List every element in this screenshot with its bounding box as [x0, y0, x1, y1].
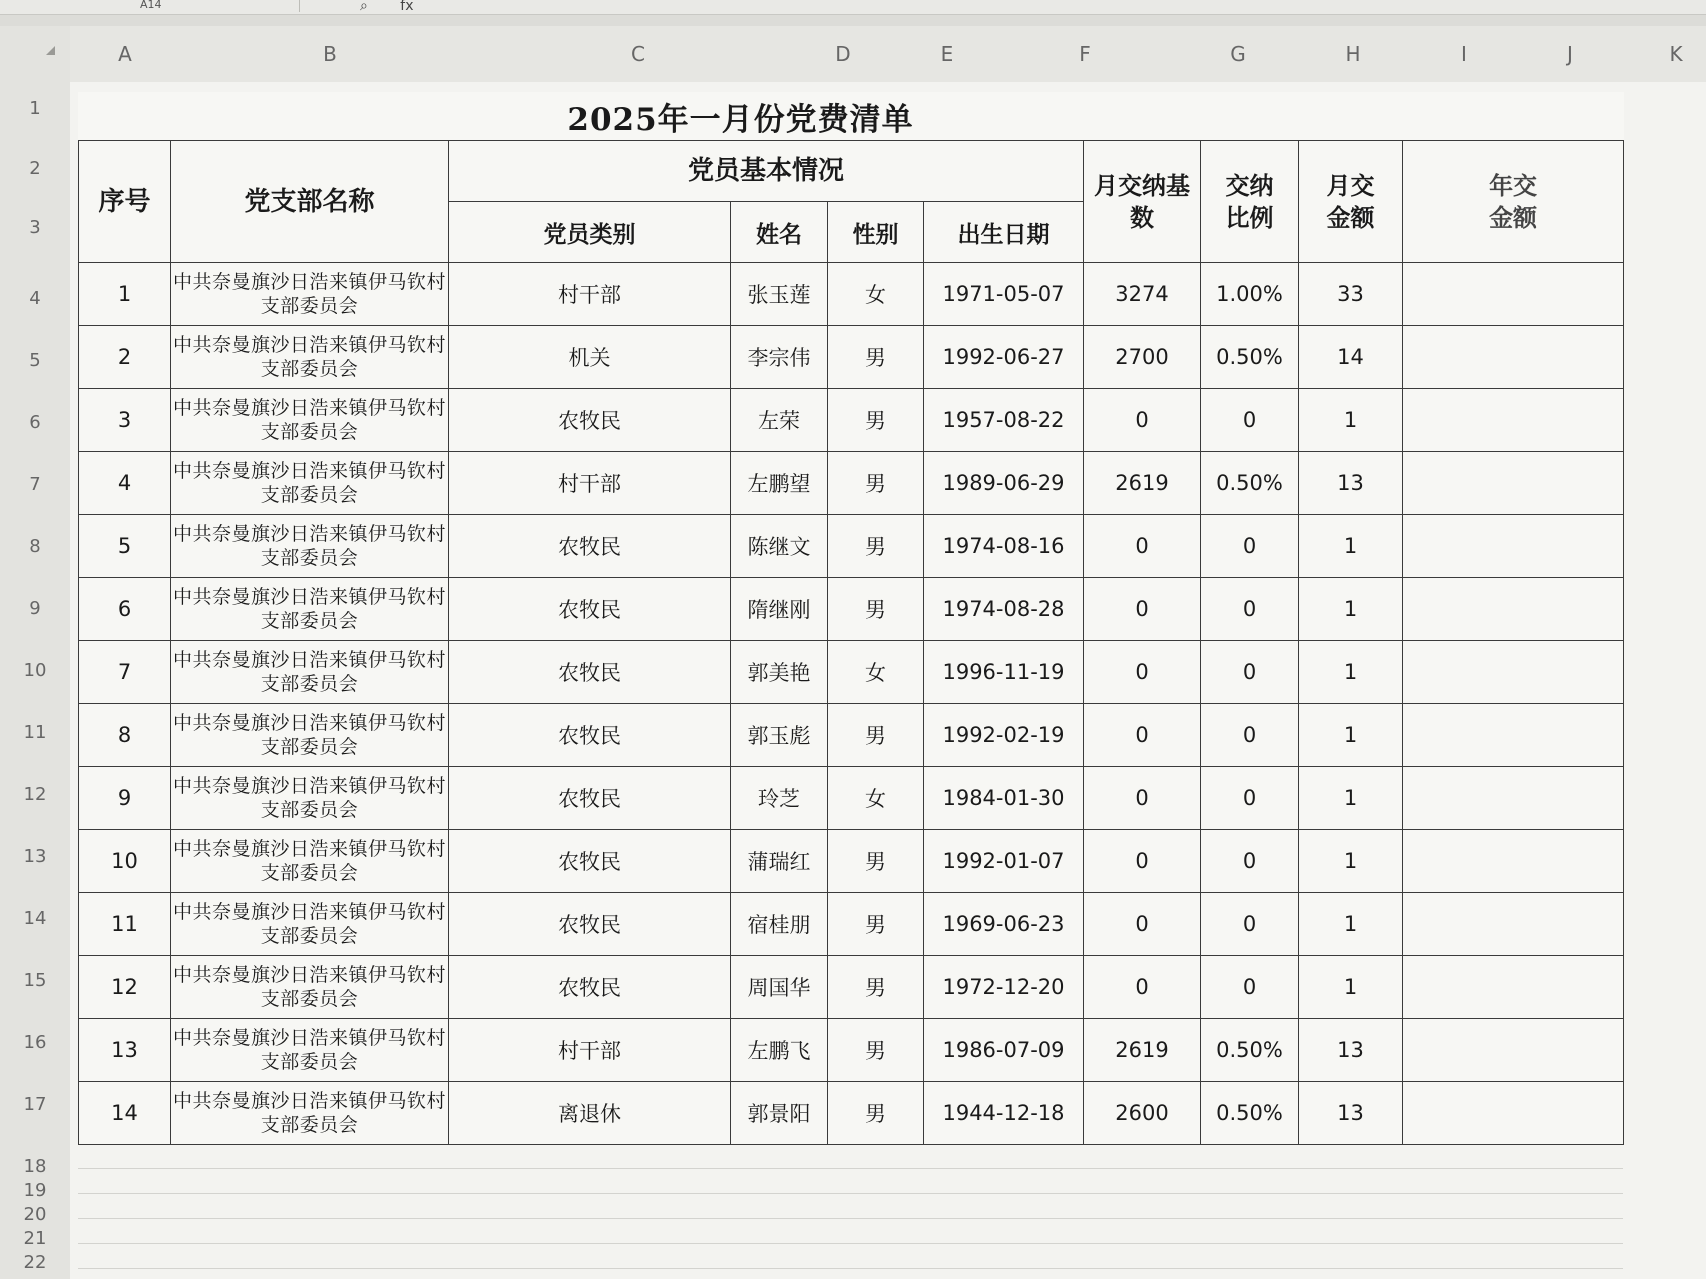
- row-header-11[interactable]: 11: [23, 722, 47, 743]
- name-box[interactable]: A14: [70, 0, 300, 12]
- cell-gender[interactable]: 男: [828, 704, 924, 767]
- cell-gender[interactable]: 女: [828, 767, 924, 830]
- cell-branch[interactable]: 中共奈曼旗沙日浩来镇伊马钦村支部委员会: [171, 389, 449, 452]
- header-birth[interactable]: 出生日期: [924, 202, 1084, 263]
- cell-monthly[interactable]: 33: [1299, 263, 1403, 326]
- cell-monthly[interactable]: 1: [1299, 515, 1403, 578]
- row-header-12[interactable]: 12: [23, 784, 47, 805]
- column-header-a[interactable]: A: [118, 42, 132, 66]
- table-row: [79, 452, 1624, 515]
- cell-seq[interactable]: 9: [79, 767, 171, 830]
- dues-table: [78, 92, 1624, 1145]
- table-row: [79, 389, 1624, 452]
- cell-base[interactable]: 3274: [1084, 263, 1201, 326]
- cell-seq[interactable]: 1: [79, 263, 171, 326]
- cell-birth[interactable]: 1971-05-07: [924, 263, 1084, 326]
- cell-monthly[interactable]: 1: [1299, 767, 1403, 830]
- cell-name[interactable]: 郭玉彪: [731, 704, 828, 767]
- row-header-6[interactable]: 6: [29, 412, 41, 433]
- cell-base[interactable]: 2600: [1084, 1082, 1201, 1145]
- header-category[interactable]: 党员类别: [449, 202, 731, 263]
- table-row: [79, 830, 1624, 893]
- row-headers: [0, 82, 71, 1279]
- cell-base[interactable]: 2619: [1084, 1019, 1201, 1082]
- cell-seq[interactable]: 12: [79, 956, 171, 1019]
- formula-icons: [360, 0, 442, 12]
- cell-monthly[interactable]: 1: [1299, 830, 1403, 893]
- header-seq[interactable]: 序号: [79, 141, 171, 263]
- cell-gender[interactable]: 男: [828, 1019, 924, 1082]
- column-header-e[interactable]: E: [940, 42, 954, 66]
- cell-ratio[interactable]: 0: [1201, 389, 1299, 452]
- row-header-5[interactable]: 5: [29, 350, 41, 371]
- row-header-19[interactable]: 19: [23, 1180, 47, 1201]
- row-header-17[interactable]: 17: [23, 1094, 47, 1115]
- cell-seq[interactable]: 11: [79, 893, 171, 956]
- cell-base[interactable]: 0: [1084, 956, 1201, 1019]
- column-header-c[interactable]: C: [631, 42, 645, 66]
- cell-birth[interactable]: 1974-08-16: [924, 515, 1084, 578]
- cell-annual[interactable]: [1403, 956, 1624, 1019]
- table-row: [79, 1019, 1624, 1082]
- cell-category[interactable]: 农牧民: [449, 767, 731, 830]
- table-row: [79, 1082, 1624, 1145]
- cell-category[interactable]: 农牧民: [449, 389, 731, 452]
- cell-birth[interactable]: 1996-11-19: [924, 641, 1084, 704]
- cell-name[interactable]: 郭景阳: [731, 1082, 828, 1145]
- column-header-k[interactable]: K: [1669, 42, 1683, 66]
- cell-birth[interactable]: 1992-02-19: [924, 704, 1084, 767]
- cell-category[interactable]: 农牧民: [449, 578, 731, 641]
- cell-base[interactable]: 0: [1084, 830, 1201, 893]
- cell-name[interactable]: 玲芝: [731, 767, 828, 830]
- cell-birth[interactable]: 1944-12-18: [924, 1082, 1084, 1145]
- cell-seq[interactable]: 10: [79, 830, 171, 893]
- cell-ratio[interactable]: 0.50%: [1201, 1082, 1299, 1145]
- cell-seq[interactable]: 5: [79, 515, 171, 578]
- table-row: [79, 893, 1624, 956]
- cell-base[interactable]: 2619: [1084, 452, 1201, 515]
- cell-category[interactable]: 离退休: [449, 1082, 731, 1145]
- cell-annual[interactable]: [1403, 515, 1624, 578]
- cell-gender[interactable]: 男: [828, 389, 924, 452]
- cell-gender[interactable]: 男: [828, 326, 924, 389]
- cell-gender[interactable]: 女: [828, 641, 924, 704]
- cell-base[interactable]: 2700: [1084, 326, 1201, 389]
- cell-base[interactable]: 0: [1084, 515, 1201, 578]
- header-basic-info[interactable]: 党员基本情况: [449, 141, 1084, 202]
- zoom-icon[interactable]: ⌕: [360, 0, 368, 14]
- cell-ratio[interactable]: 0: [1201, 641, 1299, 704]
- cell-seq[interactable]: 4: [79, 452, 171, 515]
- cell-gender[interactable]: 男: [828, 452, 924, 515]
- cell-name[interactable]: 李宗伟: [731, 326, 828, 389]
- cell-name[interactable]: 周国华: [731, 956, 828, 1019]
- cell-branch[interactable]: 中共奈曼旗沙日浩来镇伊马钦村支部委员会: [171, 1082, 449, 1145]
- cell-base[interactable]: 0: [1084, 893, 1201, 956]
- cell-birth[interactable]: 1984-01-30: [924, 767, 1084, 830]
- cell-branch[interactable]: 中共奈曼旗沙日浩来镇伊马钦村支部委员会: [171, 263, 449, 326]
- cell-seq[interactable]: 8: [79, 704, 171, 767]
- cell-gender[interactable]: 女: [828, 263, 924, 326]
- cell-ratio[interactable]: 0: [1201, 893, 1299, 956]
- cell-branch[interactable]: 中共奈曼旗沙日浩来镇伊马钦村支部委员会: [171, 767, 449, 830]
- table-row: [79, 767, 1624, 830]
- column-header-h[interactable]: H: [1345, 42, 1361, 66]
- cell-name[interactable]: 宿桂朋: [731, 893, 828, 956]
- cell-category[interactable]: 农牧民: [449, 515, 731, 578]
- cell-gender[interactable]: 男: [828, 956, 924, 1019]
- cell-monthly[interactable]: 1: [1299, 389, 1403, 452]
- header-base[interactable]: 月交纳基数: [1084, 141, 1201, 263]
- cell-name[interactable]: 郭美艳: [731, 641, 828, 704]
- cell-annual[interactable]: [1403, 641, 1624, 704]
- cell-monthly[interactable]: 14: [1299, 326, 1403, 389]
- cell-branch[interactable]: 中共奈曼旗沙日浩来镇伊马钦村支部委员会: [171, 830, 449, 893]
- cell-seq[interactable]: 7: [79, 641, 171, 704]
- cell-monthly[interactable]: 1: [1299, 704, 1403, 767]
- cell-name[interactable]: 左荣: [731, 389, 828, 452]
- cell-birth[interactable]: 1989-06-29: [924, 452, 1084, 515]
- row-header-18[interactable]: 18: [23, 1156, 47, 1177]
- cell-monthly[interactable]: 1: [1299, 956, 1403, 1019]
- blank-cell[interactable]: [1403, 92, 1624, 141]
- column-header-i[interactable]: I: [1461, 42, 1467, 66]
- cell-annual[interactable]: [1403, 1082, 1624, 1145]
- cell-category[interactable]: 农牧民: [449, 641, 731, 704]
- cell-branch[interactable]: 中共奈曼旗沙日浩来镇伊马钦村支部委员会: [171, 704, 449, 767]
- cell-ratio[interactable]: 0: [1201, 578, 1299, 641]
- column-header-d[interactable]: D: [835, 42, 851, 66]
- cell-branch[interactable]: 中共奈曼旗沙日浩来镇伊马钦村支部委员会: [171, 452, 449, 515]
- cell-monthly[interactable]: 13: [1299, 452, 1403, 515]
- row-header-8[interactable]: 8: [29, 536, 41, 557]
- row-header-2[interactable]: 2: [29, 158, 41, 179]
- cell-base[interactable]: 0: [1084, 767, 1201, 830]
- header-branch[interactable]: 党支部名称: [171, 141, 449, 263]
- row-header-20[interactable]: 20: [23, 1204, 47, 1225]
- cell-category[interactable]: 农牧民: [449, 704, 731, 767]
- header-ratio[interactable]: 交纳比例: [1201, 141, 1299, 263]
- cell-name[interactable]: 左鹏望: [731, 452, 828, 515]
- cell-gender[interactable]: 男: [828, 893, 924, 956]
- cell-seq[interactable]: 2: [79, 326, 171, 389]
- row-header-1[interactable]: 1: [29, 98, 41, 119]
- cell-category[interactable]: 村干部: [449, 1019, 731, 1082]
- cell-ratio[interactable]: 0: [1201, 830, 1299, 893]
- row-header-14[interactable]: 14: [23, 908, 47, 929]
- cell-category[interactable]: 村干部: [449, 263, 731, 326]
- column-header-f[interactable]: F: [1079, 42, 1091, 66]
- header-monthly[interactable]: 月交金额: [1299, 141, 1403, 263]
- cell-ratio[interactable]: 0: [1201, 515, 1299, 578]
- table-row: [79, 641, 1624, 704]
- cell-gender[interactable]: 男: [828, 1082, 924, 1145]
- row-header-4[interactable]: 4: [29, 288, 41, 309]
- cell-seq[interactable]: 13: [79, 1019, 171, 1082]
- formula-bar: [0, 0, 1706, 15]
- cell-ratio[interactable]: 0: [1201, 956, 1299, 1019]
- row-header-16[interactable]: 16: [23, 1032, 47, 1053]
- cell-ratio[interactable]: 0.50%: [1201, 1019, 1299, 1082]
- row-header-3[interactable]: 3: [29, 217, 41, 238]
- cell-birth[interactable]: 1957-08-22: [924, 389, 1084, 452]
- cell-annual[interactable]: [1403, 578, 1624, 641]
- row-header-13[interactable]: 13: [23, 846, 47, 867]
- cell-ratio[interactable]: 0: [1201, 704, 1299, 767]
- table-row: [79, 578, 1624, 641]
- cell-annual[interactable]: [1403, 893, 1624, 956]
- table-row: [79, 263, 1624, 326]
- cell-annual[interactable]: [1403, 452, 1624, 515]
- cell-seq[interactable]: 14: [79, 1082, 171, 1145]
- cell-base[interactable]: 0: [1084, 578, 1201, 641]
- cell-category[interactable]: 农牧民: [449, 956, 731, 1019]
- column-header-b[interactable]: B: [323, 42, 337, 66]
- cell-branch[interactable]: 中共奈曼旗沙日浩来镇伊马钦村支部委员会: [171, 641, 449, 704]
- header-annual[interactable]: 年交金额: [1403, 141, 1624, 263]
- cell-base[interactable]: 0: [1084, 704, 1201, 767]
- cell-annual[interactable]: [1403, 389, 1624, 452]
- cell-gender[interactable]: 男: [828, 830, 924, 893]
- cell-branch[interactable]: 中共奈曼旗沙日浩来镇伊马钦村支部委员会: [171, 326, 449, 389]
- row-header-15[interactable]: 15: [23, 970, 47, 991]
- cell-birth[interactable]: 1969-06-23: [924, 893, 1084, 956]
- cell-annual[interactable]: [1403, 263, 1624, 326]
- cell-monthly[interactable]: 13: [1299, 1082, 1403, 1145]
- cell-category[interactable]: 村干部: [449, 452, 731, 515]
- cell-ratio[interactable]: 0: [1201, 767, 1299, 830]
- cell-branch[interactable]: 中共奈曼旗沙日浩来镇伊马钦村支部委员会: [171, 893, 449, 956]
- row-header-9[interactable]: 9: [29, 598, 41, 619]
- cell-branch[interactable]: 中共奈曼旗沙日浩来镇伊马钦村支部委员会: [171, 956, 449, 1019]
- cell-birth[interactable]: 1972-12-20: [924, 956, 1084, 1019]
- cell-name[interactable]: 蒲瑞红: [731, 830, 828, 893]
- empty-cells[interactable]: [78, 1168, 1623, 1278]
- row-header-22[interactable]: 22: [23, 1252, 47, 1273]
- row-header-10[interactable]: 10: [23, 660, 47, 681]
- cell-seq[interactable]: 3: [79, 389, 171, 452]
- cell-category[interactable]: 机关: [449, 326, 731, 389]
- cell-ratio[interactable]: 1.00%: [1201, 263, 1299, 326]
- cell-annual[interactable]: [1403, 326, 1624, 389]
- cell-monthly[interactable]: 1: [1299, 893, 1403, 956]
- cell-gender[interactable]: 男: [828, 515, 924, 578]
- cell-gender[interactable]: 男: [828, 578, 924, 641]
- cell-seq[interactable]: 6: [79, 578, 171, 641]
- cell-base[interactable]: 0: [1084, 641, 1201, 704]
- cell-annual[interactable]: [1403, 767, 1624, 830]
- cell-birth[interactable]: 1986-07-09: [924, 1019, 1084, 1082]
- cell-name[interactable]: 张玉莲: [731, 263, 828, 326]
- header-gender[interactable]: 性别: [828, 202, 924, 263]
- table-row: [79, 956, 1624, 1019]
- cell-birth[interactable]: 1992-06-27: [924, 326, 1084, 389]
- cell-branch[interactable]: 中共奈曼旗沙日浩来镇伊马钦村支部委员会: [171, 578, 449, 641]
- select-all-corner[interactable]: [0, 26, 70, 82]
- cell-monthly[interactable]: 1: [1299, 578, 1403, 641]
- cell-monthly[interactable]: 1: [1299, 641, 1403, 704]
- row-header-21[interactable]: 21: [23, 1228, 47, 1249]
- cell-ratio[interactable]: 0.50%: [1201, 326, 1299, 389]
- cell-category[interactable]: 农牧民: [449, 893, 731, 956]
- table-row: [79, 326, 1624, 389]
- fx-icon[interactable]: fx: [400, 0, 414, 14]
- column-headers: [0, 26, 1706, 83]
- cell-base[interactable]: 0: [1084, 389, 1201, 452]
- cell-name[interactable]: 左鹏飞: [731, 1019, 828, 1082]
- cell-birth[interactable]: 1992-01-07: [924, 830, 1084, 893]
- row-header-7[interactable]: 7: [29, 474, 41, 495]
- cell-annual[interactable]: [1403, 1019, 1624, 1082]
- table-row: [79, 515, 1624, 578]
- column-header-j[interactable]: J: [1567, 42, 1573, 66]
- cell-name[interactable]: 陈继文: [731, 515, 828, 578]
- header-name[interactable]: 姓名: [731, 202, 828, 263]
- cell-birth[interactable]: 1974-08-28: [924, 578, 1084, 641]
- cell-branch[interactable]: 中共奈曼旗沙日浩来镇伊马钦村支部委员会: [171, 515, 449, 578]
- cell-name[interactable]: 隋继刚: [731, 578, 828, 641]
- sheet-title[interactable]: 2025年一月份党费清单: [79, 92, 1403, 141]
- cell-ratio[interactable]: 0.50%: [1201, 452, 1299, 515]
- cell-category[interactable]: 农牧民: [449, 830, 731, 893]
- cell-branch[interactable]: 中共奈曼旗沙日浩来镇伊马钦村支部委员会: [171, 1019, 449, 1082]
- column-header-g[interactable]: G: [1230, 42, 1246, 66]
- cell-annual[interactable]: [1403, 704, 1624, 767]
- cell-monthly[interactable]: 13: [1299, 1019, 1403, 1082]
- table-row: [79, 704, 1624, 767]
- cell-annual[interactable]: [1403, 830, 1624, 893]
